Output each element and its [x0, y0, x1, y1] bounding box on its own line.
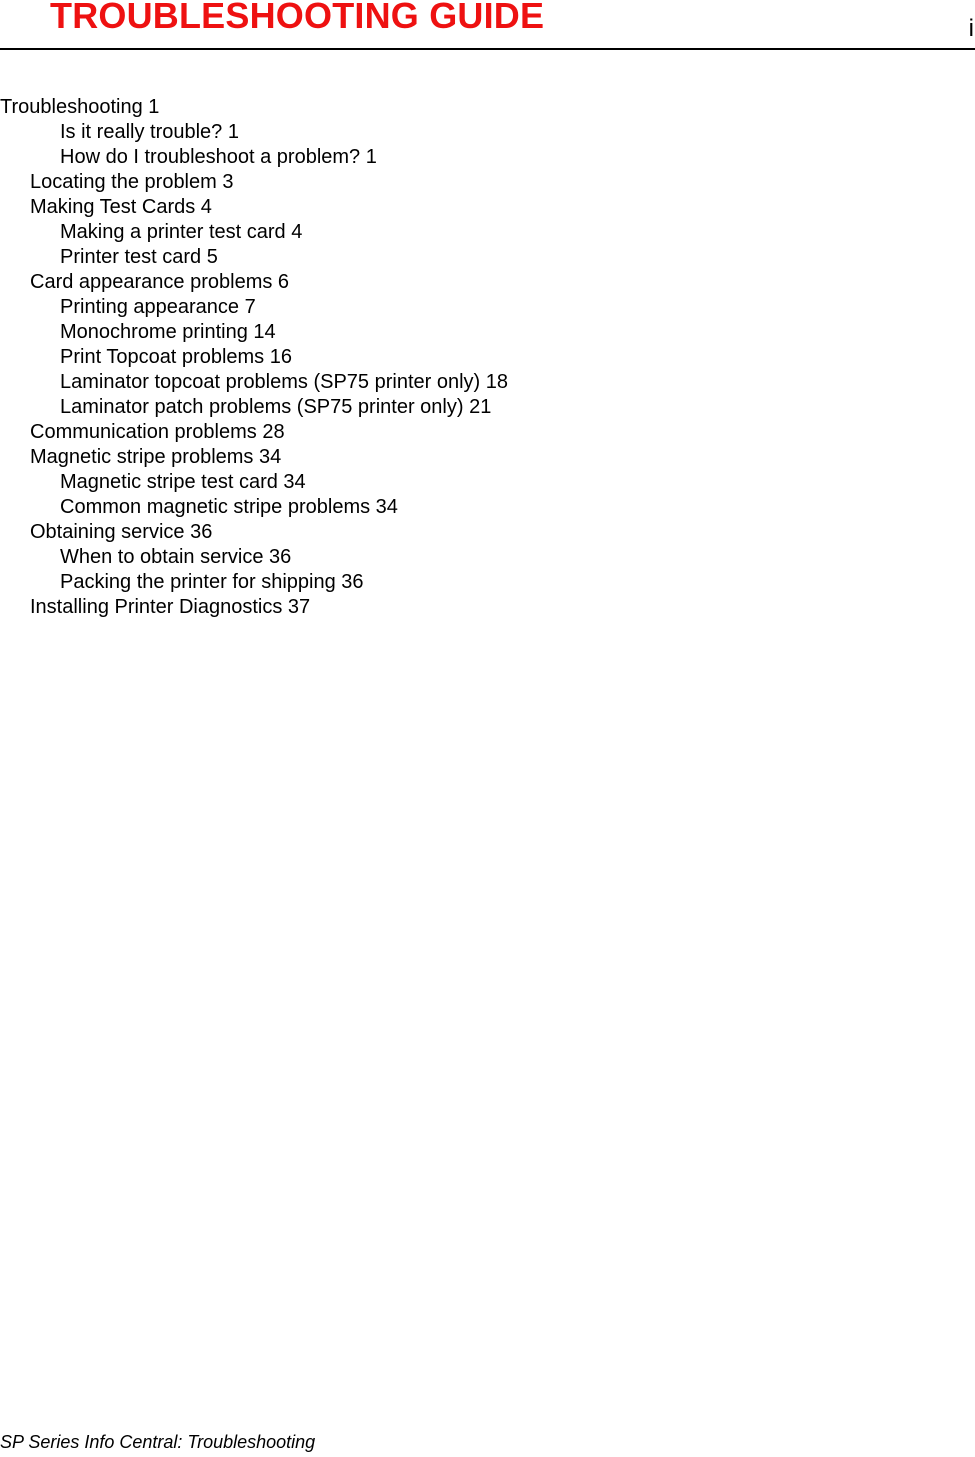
toc-entry[interactable]: Obtaining service 36: [30, 521, 213, 543]
toc-entry[interactable]: How do I troubleshoot a problem? 1: [60, 146, 377, 168]
toc-entry[interactable]: Magnetic stripe problems 34: [30, 446, 282, 468]
toc-entry[interactable]: Is it really trouble? 1: [60, 121, 239, 143]
page-footer: SP Series Info Central: Troubleshooting: [0, 1432, 316, 1452]
table-of-contents: [0, 95, 508, 620]
toc-entry[interactable]: Making a printer test card 4: [60, 221, 303, 243]
toc-entry[interactable]: Installing Printer Diagnostics 37: [30, 596, 311, 618]
toc-entry[interactable]: Making Test Cards 4: [30, 196, 212, 218]
toc-entry[interactable]: Card appearance problems 6: [30, 271, 290, 293]
toc-entry[interactable]: When to obtain service 36: [60, 546, 292, 568]
toc-entry[interactable]: Laminator patch problems (SP75 printer only) 21: [60, 396, 492, 418]
toc-entry[interactable]: Troubleshooting 1: [0, 96, 160, 118]
page-header: [0, 0, 975, 50]
page-number: i: [968, 15, 974, 42]
toc-entry[interactable]: Printing appearance 7: [60, 296, 256, 318]
page-title: TROUBLESHOOTING GUIDE: [50, 0, 545, 36]
toc-entry[interactable]: Magnetic stripe test card 34: [60, 471, 306, 493]
toc-entry[interactable]: Packing the printer for shipping 36: [60, 571, 364, 593]
toc-entry[interactable]: Printer test card 5: [60, 246, 218, 268]
toc-entry[interactable]: Laminator topcoat problems (SP75 printer only) 18: [60, 371, 509, 393]
toc-entry[interactable]: Communication problems 28: [30, 421, 285, 443]
toc-entry[interactable]: Print Topcoat problems 16: [60, 346, 292, 368]
toc-entry[interactable]: Monochrome printing 14: [60, 321, 276, 343]
toc-entry[interactable]: Locating the problem 3: [30, 171, 234, 193]
toc-entry[interactable]: Common magnetic stripe problems 34: [60, 496, 398, 518]
